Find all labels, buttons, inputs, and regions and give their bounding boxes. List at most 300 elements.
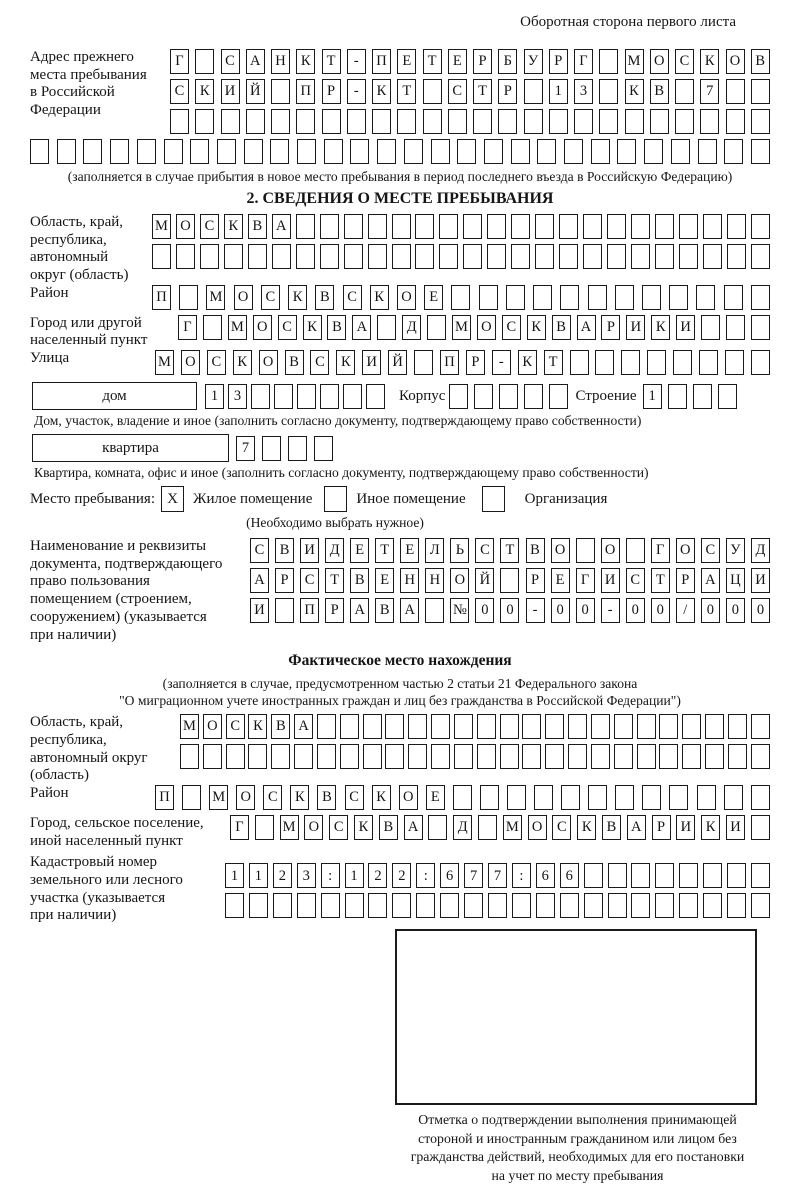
char-box[interactable]: К: [372, 79, 391, 104]
char-box[interactable]: [726, 315, 745, 340]
char-box[interactable]: [560, 285, 579, 310]
char-box[interactable]: -: [601, 598, 620, 623]
char-box[interactable]: С: [626, 568, 645, 593]
char-box[interactable]: [751, 744, 770, 769]
char-box[interactable]: [506, 285, 525, 310]
char-box[interactable]: [110, 139, 129, 164]
stay-type-checkbox-other-premises[interactable]: [324, 486, 347, 512]
char-box[interactable]: [415, 214, 434, 239]
char-box[interactable]: [488, 893, 507, 918]
char-box[interactable]: [631, 863, 650, 888]
char-box[interactable]: Б: [498, 49, 517, 74]
char-box[interactable]: [751, 244, 770, 269]
char-box[interactable]: С: [207, 350, 226, 375]
char-box[interactable]: [669, 785, 688, 810]
char-box[interactable]: [203, 315, 222, 340]
char-box[interactable]: В: [327, 315, 346, 340]
char-box[interactable]: [625, 109, 644, 134]
char-box[interactable]: [751, 79, 770, 104]
char-box[interactable]: М: [452, 315, 471, 340]
char-box[interactable]: [440, 893, 459, 918]
char-box[interactable]: В: [315, 285, 334, 310]
char-box[interactable]: С: [300, 568, 319, 593]
char-box[interactable]: К: [370, 285, 389, 310]
char-box[interactable]: [297, 384, 316, 409]
char-box[interactable]: [682, 744, 701, 769]
char-box[interactable]: [439, 214, 458, 239]
char-box[interactable]: [217, 139, 236, 164]
char-box[interactable]: [255, 815, 274, 840]
char-box[interactable]: №: [450, 598, 469, 623]
char-box[interactable]: [668, 384, 687, 409]
char-box[interactable]: [591, 744, 610, 769]
char-box[interactable]: [363, 714, 382, 739]
char-box[interactable]: [659, 744, 678, 769]
char-box[interactable]: [262, 436, 281, 461]
char-box[interactable]: В: [650, 79, 669, 104]
char-box[interactable]: П: [296, 79, 315, 104]
char-box[interactable]: [320, 384, 339, 409]
char-box[interactable]: [560, 893, 579, 918]
char-box[interactable]: 7: [236, 436, 255, 461]
char-box[interactable]: :: [321, 863, 340, 888]
char-box[interactable]: [474, 384, 493, 409]
char-box[interactable]: [583, 244, 602, 269]
char-box[interactable]: О: [726, 49, 745, 74]
char-box[interactable]: [675, 79, 694, 104]
char-box[interactable]: [511, 244, 530, 269]
char-box[interactable]: [225, 893, 244, 918]
char-box[interactable]: С: [475, 538, 494, 563]
char-box[interactable]: Н: [271, 49, 290, 74]
char-box[interactable]: [345, 893, 364, 918]
char-box[interactable]: [751, 785, 770, 810]
char-box[interactable]: О: [236, 785, 255, 810]
char-box[interactable]: П: [372, 49, 391, 74]
char-box[interactable]: О: [601, 538, 620, 563]
char-box[interactable]: [588, 285, 607, 310]
char-box[interactable]: К: [303, 315, 322, 340]
char-box[interactable]: -: [347, 49, 366, 74]
char-box[interactable]: Ц: [726, 568, 745, 593]
char-box[interactable]: [320, 244, 339, 269]
char-box[interactable]: [427, 315, 446, 340]
char-box[interactable]: [727, 863, 746, 888]
char-box[interactable]: [324, 139, 343, 164]
char-box[interactable]: П: [440, 350, 459, 375]
char-box[interactable]: [522, 714, 541, 739]
char-box[interactable]: [431, 744, 450, 769]
char-box[interactable]: [703, 214, 722, 239]
char-box[interactable]: Г: [574, 49, 593, 74]
char-box[interactable]: А: [404, 815, 423, 840]
char-box[interactable]: Й: [246, 79, 265, 104]
char-box[interactable]: 0: [576, 598, 595, 623]
char-box[interactable]: [637, 744, 656, 769]
char-box[interactable]: [246, 109, 265, 134]
char-box[interactable]: [524, 109, 543, 134]
char-box[interactable]: [480, 785, 499, 810]
char-box[interactable]: И: [751, 568, 770, 593]
char-box[interactable]: О: [551, 538, 570, 563]
char-box[interactable]: С: [263, 785, 282, 810]
char-box[interactable]: [320, 214, 339, 239]
char-box[interactable]: [368, 893, 387, 918]
char-box[interactable]: Р: [601, 315, 620, 340]
char-box[interactable]: [511, 139, 530, 164]
char-box[interactable]: И: [221, 79, 240, 104]
stay-type-checkbox-residential[interactable]: X: [161, 486, 184, 512]
char-box[interactable]: [705, 714, 724, 739]
char-box[interactable]: [727, 893, 746, 918]
char-box[interactable]: [431, 139, 450, 164]
char-box[interactable]: [703, 893, 722, 918]
char-box[interactable]: Н: [400, 568, 419, 593]
char-box[interactable]: [705, 744, 724, 769]
char-box[interactable]: [454, 714, 473, 739]
char-box[interactable]: [195, 109, 214, 134]
char-box[interactable]: [500, 744, 519, 769]
char-box[interactable]: А: [294, 714, 313, 739]
char-box[interactable]: [170, 109, 189, 134]
char-box[interactable]: [751, 214, 770, 239]
char-box[interactable]: [477, 714, 496, 739]
char-box[interactable]: [344, 244, 363, 269]
char-box[interactable]: Т: [397, 79, 416, 104]
char-box[interactable]: [534, 785, 553, 810]
char-box[interactable]: [576, 538, 595, 563]
char-box[interactable]: Е: [350, 538, 369, 563]
char-box[interactable]: [340, 714, 359, 739]
char-box[interactable]: Т: [544, 350, 563, 375]
char-box[interactable]: [584, 863, 603, 888]
char-box[interactable]: О: [253, 315, 272, 340]
char-box[interactable]: [499, 384, 518, 409]
char-box[interactable]: Е: [397, 49, 416, 74]
char-box[interactable]: А: [250, 568, 269, 593]
char-box[interactable]: [751, 815, 770, 840]
char-box[interactable]: [182, 785, 201, 810]
char-box[interactable]: А: [272, 214, 291, 239]
char-box[interactable]: В: [375, 598, 394, 623]
char-box[interactable]: [271, 109, 290, 134]
char-box[interactable]: [533, 285, 552, 310]
char-box[interactable]: [322, 109, 341, 134]
char-box[interactable]: [524, 384, 543, 409]
char-box[interactable]: Р: [498, 79, 517, 104]
char-box[interactable]: [727, 244, 746, 269]
char-box[interactable]: [414, 350, 433, 375]
char-box[interactable]: [682, 714, 701, 739]
char-box[interactable]: [751, 350, 770, 375]
char-box[interactable]: С: [345, 785, 364, 810]
char-box[interactable]: [200, 244, 219, 269]
char-box[interactable]: [599, 79, 618, 104]
char-box[interactable]: [344, 214, 363, 239]
char-box[interactable]: Е: [551, 568, 570, 593]
char-box[interactable]: 1: [249, 863, 268, 888]
char-box[interactable]: 7: [464, 863, 483, 888]
char-box[interactable]: Л: [425, 538, 444, 563]
char-box[interactable]: О: [450, 568, 469, 593]
char-box[interactable]: [251, 384, 270, 409]
char-box[interactable]: [655, 214, 674, 239]
char-box[interactable]: [350, 139, 369, 164]
char-box[interactable]: [564, 139, 583, 164]
char-box[interactable]: И: [726, 815, 745, 840]
char-box[interactable]: К: [336, 350, 355, 375]
char-box[interactable]: Е: [448, 49, 467, 74]
char-box[interactable]: 1: [225, 863, 244, 888]
char-box[interactable]: О: [203, 714, 222, 739]
char-box[interactable]: К: [527, 315, 546, 340]
char-box[interactable]: [545, 714, 564, 739]
char-box[interactable]: И: [676, 315, 695, 340]
char-box[interactable]: М: [155, 350, 174, 375]
char-box[interactable]: Р: [322, 79, 341, 104]
char-box[interactable]: Т: [322, 49, 341, 74]
char-box[interactable]: И: [626, 315, 645, 340]
char-box[interactable]: С: [278, 315, 297, 340]
char-box[interactable]: 6: [560, 863, 579, 888]
char-box[interactable]: [507, 785, 526, 810]
char-box[interactable]: [248, 244, 267, 269]
char-box[interactable]: [272, 244, 291, 269]
char-box[interactable]: А: [701, 568, 720, 593]
char-box[interactable]: 3: [228, 384, 247, 409]
char-box[interactable]: С: [329, 815, 348, 840]
char-box[interactable]: Д: [402, 315, 421, 340]
char-box[interactable]: [559, 244, 578, 269]
char-box[interactable]: К: [288, 285, 307, 310]
char-box[interactable]: [524, 79, 543, 104]
char-box[interactable]: К: [195, 79, 214, 104]
char-box[interactable]: [404, 139, 423, 164]
char-box[interactable]: С: [552, 815, 571, 840]
char-box[interactable]: [271, 744, 290, 769]
char-box[interactable]: [164, 139, 183, 164]
char-box[interactable]: П: [155, 785, 174, 810]
char-box[interactable]: [463, 214, 482, 239]
char-box[interactable]: [591, 714, 610, 739]
char-box[interactable]: 0: [500, 598, 519, 623]
char-box[interactable]: [224, 244, 243, 269]
char-box[interactable]: [647, 350, 666, 375]
char-box[interactable]: [397, 109, 416, 134]
char-box[interactable]: К: [296, 49, 315, 74]
char-box[interactable]: [439, 244, 458, 269]
char-box[interactable]: [274, 384, 293, 409]
char-box[interactable]: О: [477, 315, 496, 340]
char-box[interactable]: [679, 214, 698, 239]
stay-type-checkbox-organization[interactable]: [482, 486, 505, 512]
char-box[interactable]: [588, 785, 607, 810]
char-box[interactable]: 2: [368, 863, 387, 888]
char-box[interactable]: [296, 109, 315, 134]
char-box[interactable]: [631, 214, 650, 239]
char-box[interactable]: И: [676, 815, 695, 840]
char-box[interactable]: [559, 214, 578, 239]
char-box[interactable]: [549, 384, 568, 409]
char-box[interactable]: [631, 893, 650, 918]
char-box[interactable]: [700, 109, 719, 134]
char-box[interactable]: [294, 744, 313, 769]
char-box[interactable]: М: [209, 785, 228, 810]
char-box[interactable]: [591, 139, 610, 164]
char-box[interactable]: [487, 244, 506, 269]
char-box[interactable]: [226, 744, 245, 769]
char-box[interactable]: [385, 744, 404, 769]
char-box[interactable]: [423, 109, 442, 134]
char-box[interactable]: [679, 863, 698, 888]
char-box[interactable]: [679, 893, 698, 918]
char-box[interactable]: [655, 863, 674, 888]
char-box[interactable]: [614, 714, 633, 739]
char-box[interactable]: [203, 744, 222, 769]
char-box[interactable]: [363, 744, 382, 769]
char-box[interactable]: [314, 436, 333, 461]
char-box[interactable]: [270, 139, 289, 164]
char-box[interactable]: Г: [230, 815, 249, 840]
char-box[interactable]: 1: [345, 863, 364, 888]
char-box[interactable]: М: [503, 815, 522, 840]
char-box[interactable]: [415, 244, 434, 269]
char-box[interactable]: [392, 214, 411, 239]
char-box[interactable]: М: [152, 214, 171, 239]
char-box[interactable]: [463, 244, 482, 269]
char-box[interactable]: [703, 863, 722, 888]
char-box[interactable]: [696, 285, 715, 310]
apartment-name-box[interactable]: квартира: [32, 434, 229, 462]
char-box[interactable]: С: [502, 315, 521, 340]
char-box[interactable]: 0: [475, 598, 494, 623]
char-box[interactable]: 1: [549, 79, 568, 104]
char-box[interactable]: [751, 893, 770, 918]
char-box[interactable]: Г: [651, 538, 670, 563]
char-box[interactable]: [321, 893, 340, 918]
char-box[interactable]: [697, 785, 716, 810]
char-box[interactable]: Р: [526, 568, 545, 593]
char-box[interactable]: В: [552, 315, 571, 340]
char-box[interactable]: С: [200, 214, 219, 239]
char-box[interactable]: [30, 139, 49, 164]
char-box[interactable]: М: [180, 714, 199, 739]
char-box[interactable]: 3: [574, 79, 593, 104]
char-box[interactable]: С: [250, 538, 269, 563]
char-box[interactable]: П: [152, 285, 171, 310]
char-box[interactable]: 7: [700, 79, 719, 104]
char-box[interactable]: Т: [651, 568, 670, 593]
char-box[interactable]: К: [701, 815, 720, 840]
char-box[interactable]: К: [248, 714, 267, 739]
char-box[interactable]: [448, 109, 467, 134]
char-box[interactable]: [522, 744, 541, 769]
char-box[interactable]: [583, 214, 602, 239]
char-box[interactable]: С: [343, 285, 362, 310]
char-box[interactable]: С: [170, 79, 189, 104]
char-box[interactable]: Г: [178, 315, 197, 340]
char-box[interactable]: [428, 815, 447, 840]
char-box[interactable]: [599, 49, 618, 74]
char-box[interactable]: [751, 863, 770, 888]
char-box[interactable]: [511, 214, 530, 239]
char-box[interactable]: -: [492, 350, 511, 375]
char-box[interactable]: [595, 350, 614, 375]
char-box[interactable]: А: [352, 315, 371, 340]
char-box[interactable]: О: [304, 815, 323, 840]
char-box[interactable]: [431, 714, 450, 739]
char-box[interactable]: 0: [551, 598, 570, 623]
char-box[interactable]: 0: [701, 598, 720, 623]
char-box[interactable]: [368, 244, 387, 269]
char-box[interactable]: Т: [375, 538, 394, 563]
house-name-box[interactable]: дом: [32, 382, 197, 410]
char-box[interactable]: [608, 863, 627, 888]
char-box[interactable]: Т: [473, 79, 492, 104]
char-box[interactable]: К: [518, 350, 537, 375]
char-box[interactable]: 2: [392, 863, 411, 888]
char-box[interactable]: [366, 384, 385, 409]
char-box[interactable]: О: [676, 538, 695, 563]
char-box[interactable]: [347, 109, 366, 134]
char-box[interactable]: С: [675, 49, 694, 74]
char-box[interactable]: [724, 785, 743, 810]
char-box[interactable]: [614, 744, 633, 769]
char-box[interactable]: [644, 139, 663, 164]
char-box[interactable]: [221, 109, 240, 134]
char-box[interactable]: [631, 244, 650, 269]
char-box[interactable]: С: [221, 49, 240, 74]
char-box[interactable]: 7: [488, 863, 507, 888]
char-box[interactable]: К: [224, 214, 243, 239]
char-box[interactable]: [271, 79, 290, 104]
char-box[interactable]: [699, 350, 718, 375]
char-box[interactable]: [385, 714, 404, 739]
char-box[interactable]: О: [259, 350, 278, 375]
char-box[interactable]: Е: [424, 285, 443, 310]
char-box[interactable]: Р: [676, 568, 695, 593]
char-box[interactable]: Г: [576, 568, 595, 593]
char-box[interactable]: [190, 139, 209, 164]
char-box[interactable]: 2: [273, 863, 292, 888]
char-box[interactable]: -: [347, 79, 366, 104]
char-box[interactable]: [176, 244, 195, 269]
char-box[interactable]: [457, 139, 476, 164]
char-box[interactable]: [675, 109, 694, 134]
char-box[interactable]: [343, 384, 362, 409]
char-box[interactable]: [727, 214, 746, 239]
char-box[interactable]: [536, 893, 555, 918]
char-box[interactable]: [718, 384, 737, 409]
char-box[interactable]: 6: [536, 863, 555, 888]
char-box[interactable]: [454, 744, 473, 769]
char-box[interactable]: [568, 714, 587, 739]
char-box[interactable]: [568, 744, 587, 769]
char-box[interactable]: 0: [626, 598, 645, 623]
char-box[interactable]: [408, 714, 427, 739]
char-box[interactable]: Р: [466, 350, 485, 375]
char-box[interactable]: [570, 350, 589, 375]
char-box[interactable]: К: [625, 79, 644, 104]
char-box[interactable]: [449, 384, 468, 409]
char-box[interactable]: Д: [453, 815, 472, 840]
char-box[interactable]: 6: [440, 863, 459, 888]
char-box[interactable]: [655, 893, 674, 918]
char-box[interactable]: [249, 893, 268, 918]
char-box[interactable]: [724, 285, 743, 310]
char-box[interactable]: [244, 139, 263, 164]
char-box[interactable]: К: [651, 315, 670, 340]
